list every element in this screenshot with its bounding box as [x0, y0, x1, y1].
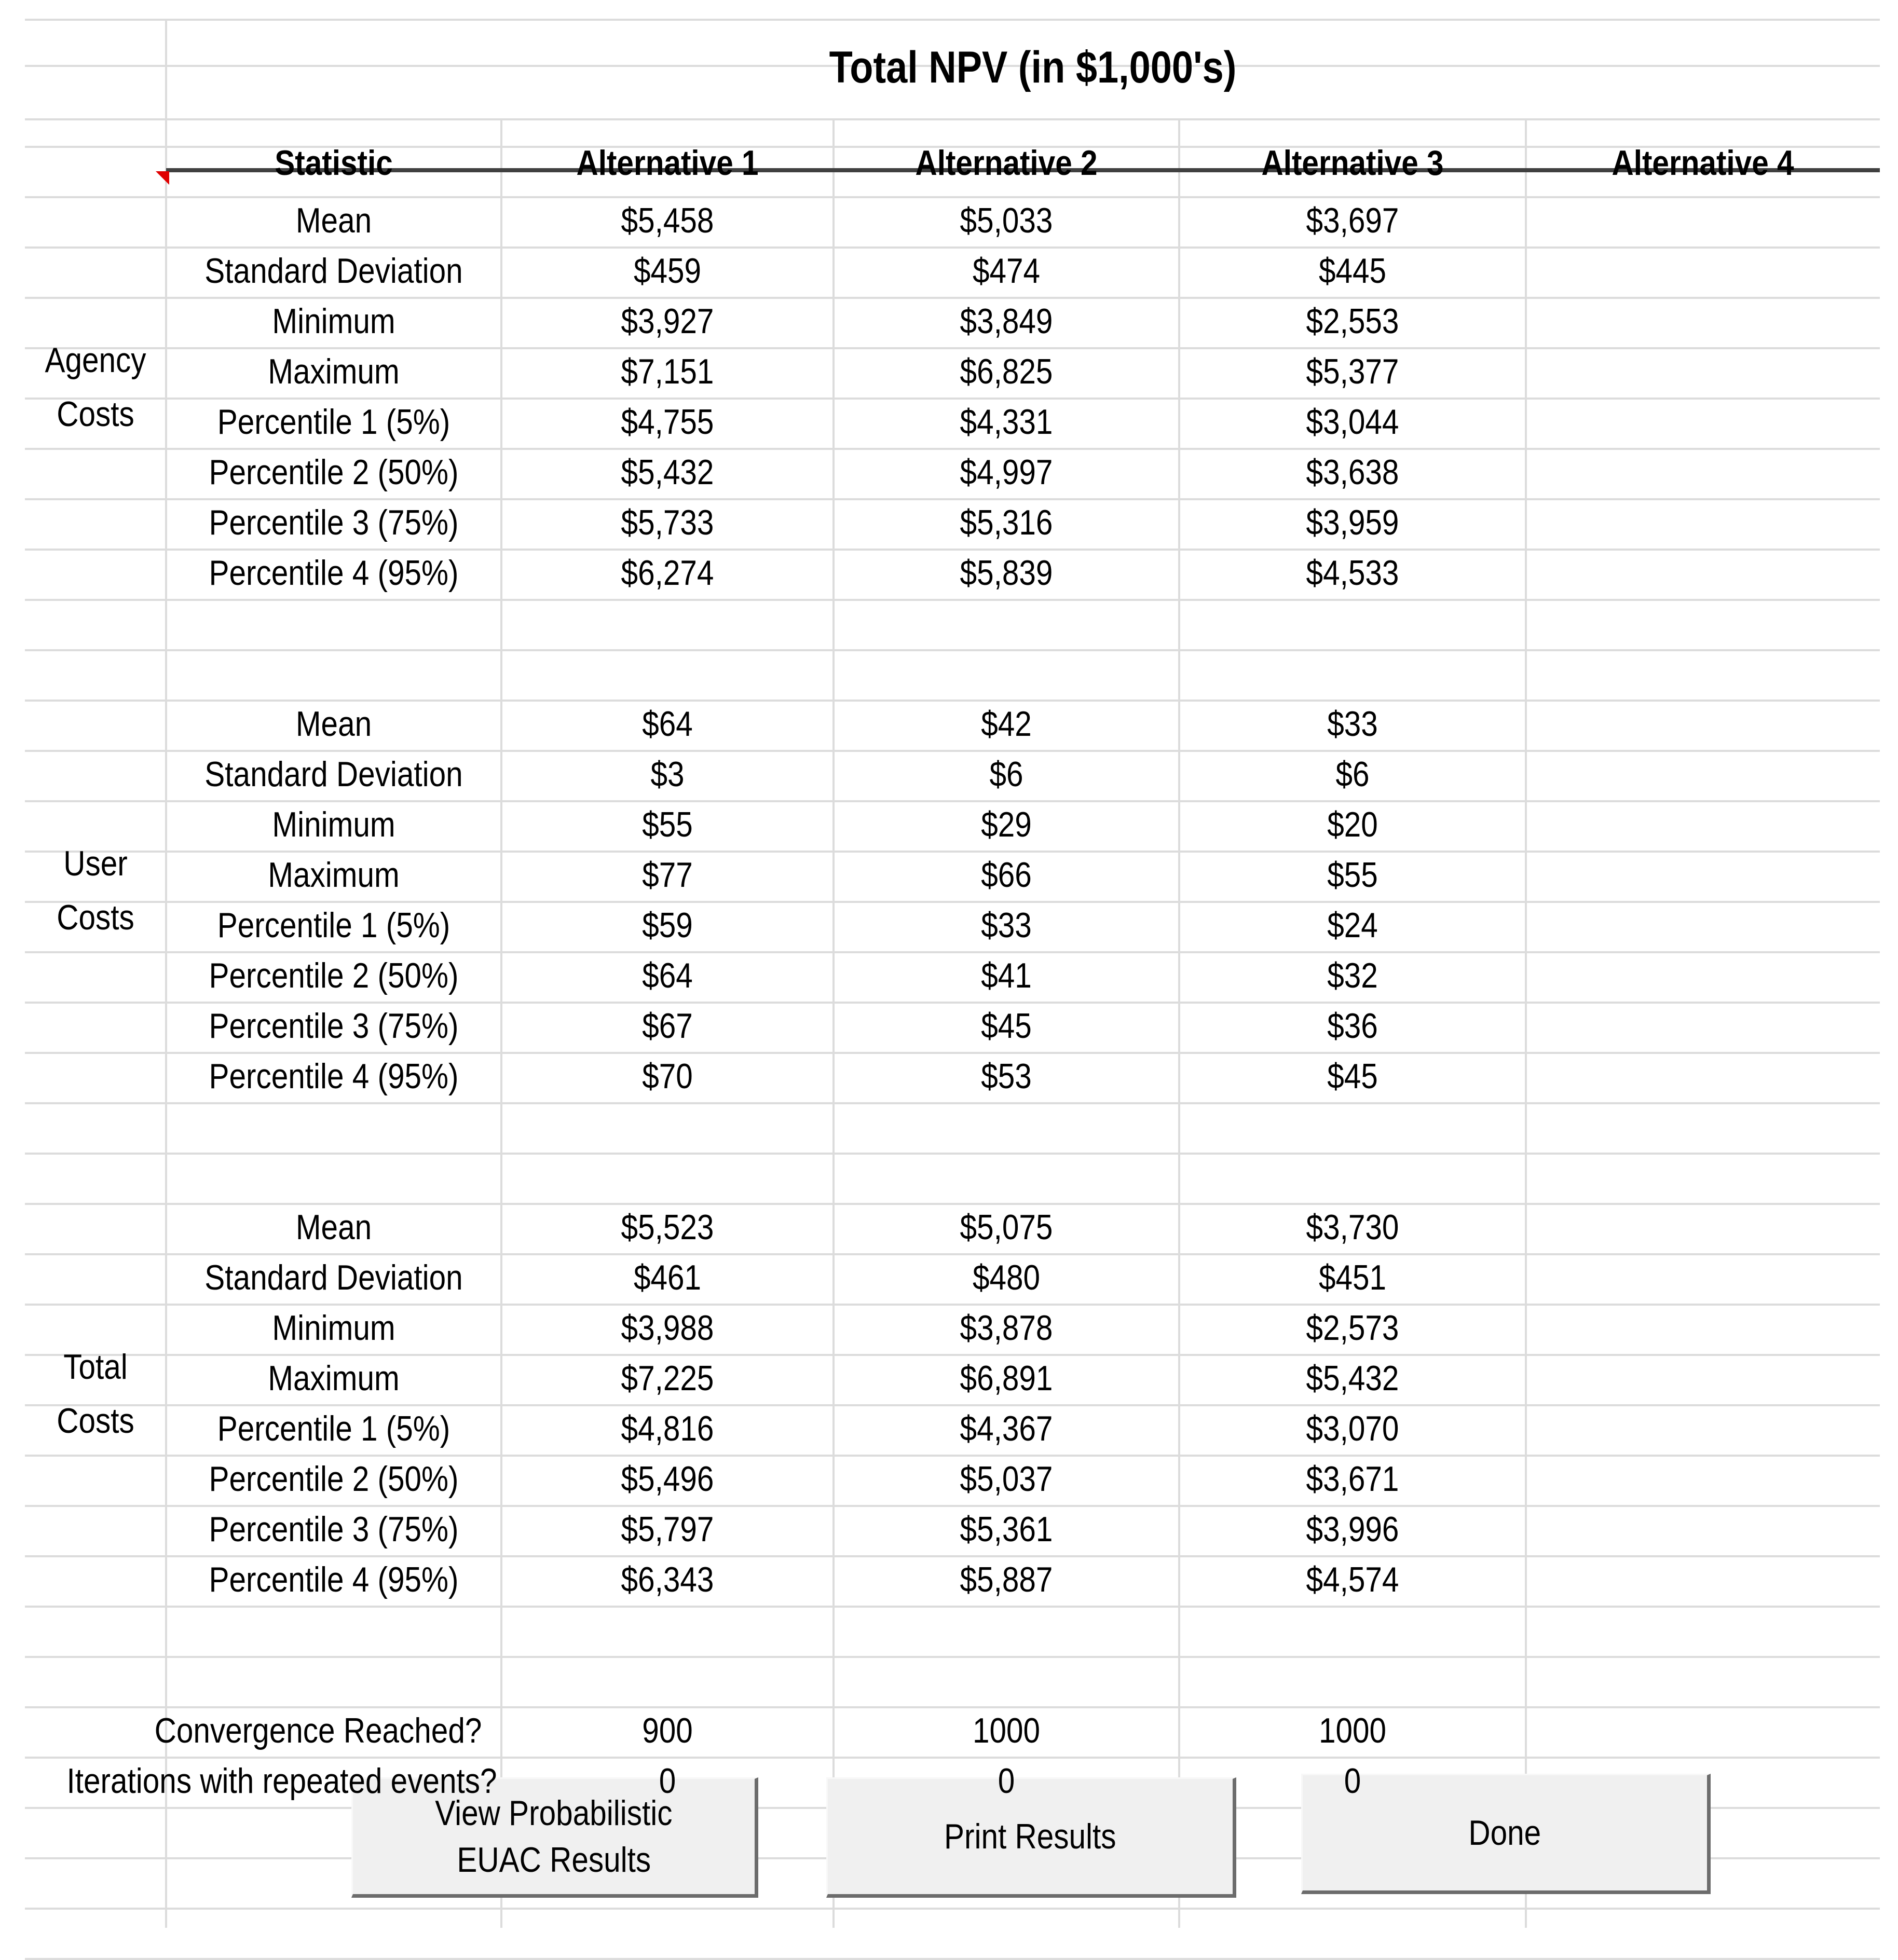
table-cell: $5,075 — [960, 1207, 1053, 1247]
grid-col-line — [165, 20, 167, 1928]
table-cell: 0 — [659, 1761, 676, 1801]
statistic-label: Percentile 3 (75%) — [209, 502, 459, 542]
statistic-label: Maximum — [268, 1358, 400, 1398]
statistic-label: Percentile 2 (50%) — [209, 452, 459, 492]
table-cell: 900 — [642, 1710, 693, 1750]
table-cell: $45 — [981, 1006, 1032, 1046]
grid-row-line — [25, 599, 1880, 601]
statistic-label: Mean — [295, 704, 372, 744]
column-header: Alternative 1 — [576, 143, 759, 183]
table-cell — [1551, 1000, 1855, 1051]
table-cell: $5,432 — [1306, 1358, 1399, 1398]
table-cell: $6,343 — [621, 1559, 714, 1599]
table-cell: $5,797 — [621, 1509, 714, 1549]
table-cell: $5,316 — [960, 502, 1053, 542]
table-cell: $6,891 — [960, 1358, 1053, 1398]
table-cell — [1551, 1353, 1855, 1403]
section-label-line: Costs — [57, 394, 134, 434]
section-label-user — [35, 836, 156, 945]
table-cell — [1551, 749, 1855, 799]
table-cell — [1551, 1202, 1855, 1252]
table-cell — [1551, 1554, 1855, 1605]
section-label-line: Agency — [45, 340, 146, 380]
statistic-label: Iterations with repeated events? — [66, 1761, 497, 1801]
table-cell: $70 — [642, 1056, 693, 1096]
table-cell: $6 — [989, 754, 1023, 794]
grid-row-line — [25, 649, 1880, 651]
table-cell: $3,044 — [1306, 402, 1399, 442]
table-cell: $4,574 — [1306, 1559, 1399, 1599]
table-cell: $4,755 — [621, 402, 714, 442]
view-euac-label-1: View Probabilistic — [435, 1793, 673, 1833]
statistic-label: Percentile 4 (95%) — [209, 553, 459, 593]
table-cell — [1551, 296, 1855, 346]
table-cell: 1000 — [972, 1710, 1041, 1750]
table-cell: $36 — [1327, 1006, 1378, 1046]
table-cell: $2,553 — [1306, 301, 1399, 341]
statistic-label: Percentile 3 (75%) — [209, 1509, 459, 1549]
table-cell — [1551, 950, 1855, 1000]
table-cell — [1551, 900, 1855, 950]
table-cell: $3,996 — [1306, 1509, 1399, 1549]
table-cell: $3,927 — [621, 301, 714, 341]
table-cell: $5,733 — [621, 502, 714, 542]
table-cell — [1551, 1252, 1855, 1303]
table-cell — [1551, 1504, 1855, 1554]
table-cell: $5,887 — [960, 1559, 1053, 1599]
table-cell: $5,033 — [960, 200, 1053, 240]
table-cell: $2,573 — [1306, 1308, 1399, 1348]
table-cell: $3,878 — [960, 1308, 1053, 1348]
done-label: Done — [1468, 1813, 1541, 1853]
table-cell: $5,361 — [960, 1509, 1053, 1549]
table-cell: $461 — [633, 1257, 702, 1297]
grid-row-line — [25, 1102, 1880, 1104]
table-cell: $33 — [1327, 704, 1378, 744]
statistic-label: Standard Deviation — [204, 1257, 463, 1297]
table-cell: $33 — [981, 905, 1032, 945]
section-label-line: User — [63, 844, 128, 883]
sheet-title: Total NPV (in $1,000's) — [829, 43, 1237, 92]
table-cell: $24 — [1327, 905, 1378, 945]
table-cell: $64 — [642, 704, 693, 744]
table-cell: $4,816 — [621, 1408, 714, 1448]
table-cell: $41 — [981, 955, 1032, 995]
statistic-label: Percentile 1 (5%) — [217, 905, 450, 945]
table-cell: $7,151 — [621, 351, 714, 391]
table-cell: $55 — [1327, 855, 1378, 895]
statistic-label: Percentile 1 (5%) — [217, 402, 450, 442]
table-cell — [1551, 447, 1855, 497]
table-cell: $5,496 — [621, 1459, 714, 1499]
table-cell: $45 — [1327, 1056, 1378, 1096]
table-cell: 0 — [1344, 1761, 1361, 1801]
table-cell: $445 — [1318, 251, 1387, 291]
print-results-label: Print Results — [944, 1817, 1116, 1856]
table-cell — [1551, 1303, 1855, 1353]
table-cell — [1551, 396, 1855, 447]
table-cell: $4,997 — [960, 452, 1053, 492]
table-cell: $3,730 — [1306, 1207, 1399, 1247]
table-cell: $53 — [981, 1056, 1032, 1096]
table-cell — [1551, 698, 1855, 749]
grid-row-line — [25, 19, 1880, 21]
statistic-label: Percentile 2 (50%) — [209, 955, 459, 995]
table-cell — [1551, 849, 1855, 900]
column-header: Alternative 4 — [1612, 143, 1794, 183]
statistic-label: Standard Deviation — [204, 251, 463, 291]
statistic-label: Mean — [295, 1207, 372, 1247]
table-cell: $42 — [981, 704, 1032, 744]
table-cell: $5,432 — [621, 452, 714, 492]
grid-row-line — [25, 1153, 1880, 1155]
table-cell — [1551, 1403, 1855, 1454]
section-label-line: Total — [63, 1347, 128, 1387]
statistic-label: Minimum — [272, 804, 395, 844]
table-cell: $5,839 — [960, 553, 1053, 593]
table-cell: $3,070 — [1306, 1408, 1399, 1448]
table-cell: $6,274 — [621, 553, 714, 593]
table-cell — [1551, 1454, 1855, 1504]
table-cell: $20 — [1327, 804, 1378, 844]
grid-row-line — [25, 1908, 1880, 1910]
statistic-label: Percentile 2 (50%) — [209, 1459, 459, 1499]
table-cell: $3,671 — [1306, 1459, 1399, 1499]
table-cell: $6 — [1335, 754, 1370, 794]
statistic-label: Mean — [295, 200, 372, 240]
view-euac-label-2: EUAC Results — [457, 1840, 651, 1880]
table-cell: $77 — [642, 855, 693, 895]
table-cell: $4,367 — [960, 1408, 1053, 1448]
table-cell: $5,037 — [960, 1459, 1053, 1499]
statistic-label: Percentile 4 (95%) — [209, 1559, 459, 1599]
table-cell — [1551, 195, 1855, 245]
table-cell — [1551, 1051, 1855, 1101]
column-header: Statistic — [275, 143, 393, 183]
table-cell: $6,825 — [960, 351, 1053, 391]
table-cell — [1551, 1705, 1855, 1756]
table-cell: $3 — [650, 754, 685, 794]
grid-row-line — [25, 1656, 1880, 1658]
column-header: Alternative 2 — [915, 143, 1098, 183]
table-cell: $451 — [1318, 1257, 1387, 1297]
table-cell: $5,458 — [621, 200, 714, 240]
table-cell: $5,377 — [1306, 351, 1399, 391]
statistic-label: Maximum — [268, 855, 400, 895]
table-cell: $480 — [972, 1257, 1041, 1297]
statistic-label: Minimum — [272, 1308, 395, 1348]
table-cell: $7,225 — [621, 1358, 714, 1398]
table-cell: $59 — [642, 905, 693, 945]
table-cell — [1551, 497, 1855, 547]
table-cell: $3,849 — [960, 301, 1053, 341]
grid-row-line — [25, 1958, 1880, 1960]
table-cell: $64 — [642, 955, 693, 995]
table-cell — [1551, 245, 1855, 296]
table-cell: $55 — [642, 804, 693, 844]
table-cell: $66 — [981, 855, 1032, 895]
table-cell: $29 — [981, 804, 1032, 844]
table-cell: $67 — [642, 1006, 693, 1046]
table-cell: 1000 — [1318, 1710, 1387, 1750]
table-cell: $4,331 — [960, 402, 1053, 442]
statistic-label: Percentile 3 (75%) — [209, 1006, 459, 1046]
statistic-label: Minimum — [272, 301, 395, 341]
comment-indicator — [156, 171, 169, 185]
grid-row-line — [25, 118, 1880, 120]
statistic-label: Maximum — [268, 351, 400, 391]
table-cell: $3,697 — [1306, 200, 1399, 240]
table-cell: $3,988 — [621, 1308, 714, 1348]
table-cell: $3,959 — [1306, 502, 1399, 542]
table-cell: 0 — [998, 1761, 1015, 1801]
table-cell: $5,523 — [621, 1207, 714, 1247]
section-label-total — [35, 1339, 156, 1448]
column-header: Alternative 3 — [1261, 143, 1444, 183]
table-cell — [1551, 1756, 1855, 1806]
statistic-label: Convergence Reached? — [154, 1710, 482, 1750]
statistic-label: Percentile 4 (95%) — [209, 1056, 459, 1096]
table-cell — [1551, 799, 1855, 849]
table-cell — [1551, 547, 1855, 598]
table-cell: $459 — [633, 251, 702, 291]
section-label-line: Costs — [57, 1401, 134, 1441]
statistic-label: Standard Deviation — [204, 754, 463, 794]
table-cell: $474 — [972, 251, 1041, 291]
section-label-line: Costs — [57, 898, 134, 937]
table-cell — [1551, 346, 1855, 396]
table-cell: $32 — [1327, 955, 1378, 995]
section-label-agency — [35, 333, 156, 442]
table-cell: $3,638 — [1306, 452, 1399, 492]
grid-row-line — [25, 1606, 1880, 1608]
statistic-label: Percentile 1 (5%) — [217, 1408, 450, 1448]
table-cell: $4,533 — [1306, 553, 1399, 593]
